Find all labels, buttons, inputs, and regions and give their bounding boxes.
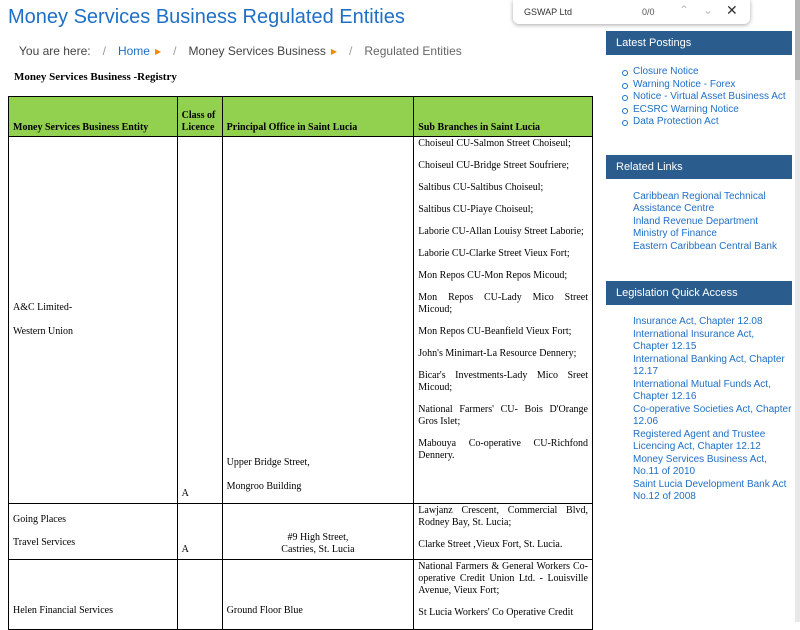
entity-name: Helen Financial Services — [13, 605, 113, 616]
scrollbar[interactable] — [795, 0, 800, 622]
latest-posting-link[interactable]: Closure Notice — [633, 66, 792, 79]
branch-item: Laborie CU-Allan Louisy Street Laborie; — [418, 226, 584, 237]
legislation-link[interactable]: Co-operative Societies Act, Chapter 12.06 — [633, 403, 792, 427]
office-cell — [222, 137, 414, 504]
branches-cell — [414, 137, 593, 504]
branch-item: National Farmers & General Workers Co-operative Credit Union Ltd. - Louisville Avenue, Vieux Fort; — [418, 561, 588, 596]
entity-cell — [9, 560, 178, 630]
related-link[interactable]: Caribbean Regional Technical Assistance Centre — [633, 190, 766, 214]
licence-cell: A — [177, 504, 222, 560]
office-line: Castries, St. Lucia — [281, 544, 355, 555]
related-links-header: Related Links — [606, 155, 792, 179]
branch-item: John's Minimart-La Resource Dennery; — [418, 348, 577, 359]
branch-item: Mon Repos CU-Beanfield Vieux Fort; — [418, 326, 572, 337]
legislation-link[interactable]: Registered Agent and Trustee Licencing Act, Chapter 12.12 — [633, 428, 766, 452]
breadcrumb-home-link[interactable]: Home — [117, 44, 150, 58]
branch-item: Choiseul CU-Salmon Street Choiseul; — [418, 138, 571, 149]
latest-postings-list — [606, 66, 792, 129]
legislation-box — [606, 281, 792, 504]
licence-cell: A — [177, 137, 222, 504]
entity-cell — [9, 137, 178, 504]
registry-table — [8, 96, 593, 630]
legislation-link[interactable]: International Mutual Funds Act, Chapter 12.16 — [633, 378, 771, 402]
related-link[interactable]: Eastern Caribbean Central Bank — [633, 240, 777, 252]
latest-posting-link[interactable]: Warning Notice - Forex — [633, 79, 792, 92]
entity-name: A&C Limited- — [13, 302, 73, 313]
branch-item: Laborie CU-Clarke Street Vieux Fort; — [418, 248, 570, 259]
branch-item: Clarke Street ,Vieux Fort, St. Lucia. — [418, 539, 563, 550]
branch-item: Saltibus CU-Piaye Choiseul; — [418, 204, 534, 215]
latest-posting-link[interactable]: ECSRC Warning Notice — [633, 104, 792, 117]
office-cell — [222, 504, 414, 560]
latest-postings-header: Latest Postings — [606, 31, 792, 55]
table-header-row — [9, 97, 593, 137]
legislation-link[interactable]: Saint Lucia Development Bank Act No.12 of 2008 — [633, 478, 787, 502]
related-link[interactable]: Inland Revenue Department — [633, 215, 759, 227]
branch-item: St Lucia Workers' Co Operative Credit — [418, 607, 574, 618]
find-match-count: 0/0 — [642, 7, 655, 17]
branch-item: Saltibus CU-Saltibus Choiseul; — [418, 182, 544, 193]
branches-cell — [414, 504, 593, 560]
branch-item: Bicar's Investments-Lady Mico Sreet Micoud; — [418, 370, 588, 393]
breadcrumb-separator: / — [173, 44, 177, 58]
office-line: #9 High Street, — [287, 532, 349, 543]
latest-posting-link[interactable]: Notice - Virtual Asset Business Act — [633, 91, 792, 104]
breadcrumb — [19, 44, 462, 58]
column-header-licence: Class of Licence — [177, 97, 222, 137]
office-line: Mongroo Building — [226, 481, 302, 492]
page-title: Money Services Business Regulated Entities — [8, 6, 405, 28]
column-header-branches: Sub Branches in Saint Lucia — [414, 97, 593, 137]
legislation-link[interactable]: Insurance Act, Chapter 12.08 — [633, 316, 763, 327]
breadcrumb-prefix: You are here: — [19, 44, 91, 58]
breadcrumb-msb-link[interactable]: Money Services Business — [188, 44, 326, 58]
latest-posting-link[interactable]: Data Protection Act — [633, 116, 792, 129]
find-bar — [513, 0, 750, 24]
table-row — [9, 137, 593, 504]
office-line: Ground Floor Blue — [226, 605, 303, 616]
legislation-link[interactable]: International Insurance Act, Chapter 12.15 — [633, 328, 755, 352]
scrollbar-thumb[interactable] — [795, 0, 800, 80]
breadcrumb-separator: / — [102, 44, 106, 58]
legislation-link[interactable]: Money Services Business Act, No.11 of 2010 — [633, 453, 767, 477]
legislation-link[interactable]: International Banking Act, Chapter 12.17 — [633, 353, 785, 377]
related-links-box — [606, 155, 792, 254]
branch-item: Mon Repos CU-Mon Repos Micoud; — [418, 270, 568, 281]
breadcrumb-arrow-icon: ▶ — [154, 46, 162, 56]
branches-cell — [414, 560, 593, 630]
registry-heading: Money Services Business -Registry — [14, 71, 177, 83]
latest-postings-box — [606, 31, 792, 129]
close-icon[interactable]: ✕ — [726, 2, 738, 18]
table-row — [9, 504, 593, 560]
office-cell — [222, 560, 414, 630]
entity-name: Going Places — [13, 514, 67, 525]
breadcrumb-current: Regulated Entities — [364, 44, 462, 58]
related-link[interactable]: Ministry of Finance — [633, 228, 717, 239]
breadcrumb-arrow-icon: ▶ — [330, 46, 338, 56]
branch-item: National Farmers' CU- Bois D'Orange Gros Islet; — [418, 404, 588, 427]
branch-item: Mon Repos CU-Lady Mico Street Micoud; — [418, 292, 588, 315]
column-header-office: Principal Office in Saint Lucia — [222, 97, 414, 137]
office-line: Upper Bridge Street, — [226, 457, 310, 468]
table-row — [9, 560, 593, 630]
entity-name: Western Union — [13, 326, 74, 337]
licence-cell — [177, 560, 222, 630]
column-header-entity: Money Services Business Entity — [9, 97, 178, 137]
branch-item: Mabouya Co-operative CU-Richfond Dennery. — [418, 438, 588, 461]
sidebar — [606, 31, 792, 504]
breadcrumb-separator: / — [349, 44, 353, 58]
find-input[interactable]: GSWAP Ltd — [524, 7, 573, 17]
entity-cell — [9, 504, 178, 560]
chevron-down-icon[interactable]: ⌄ — [703, 3, 714, 17]
legislation-header: Legislation Quick Access — [606, 281, 792, 305]
branch-item: Lawjanz Crescent, Commercial Blvd, Rodney Bay, St. Lucia; — [418, 505, 588, 528]
entity-name: Travel Services — [13, 537, 76, 548]
chevron-up-icon[interactable]: ⌃ — [679, 3, 690, 17]
legislation-list — [606, 316, 792, 504]
branch-item: Choiseul CU-Bridge Street Soufriere; — [418, 160, 570, 171]
related-links-list — [606, 191, 792, 254]
